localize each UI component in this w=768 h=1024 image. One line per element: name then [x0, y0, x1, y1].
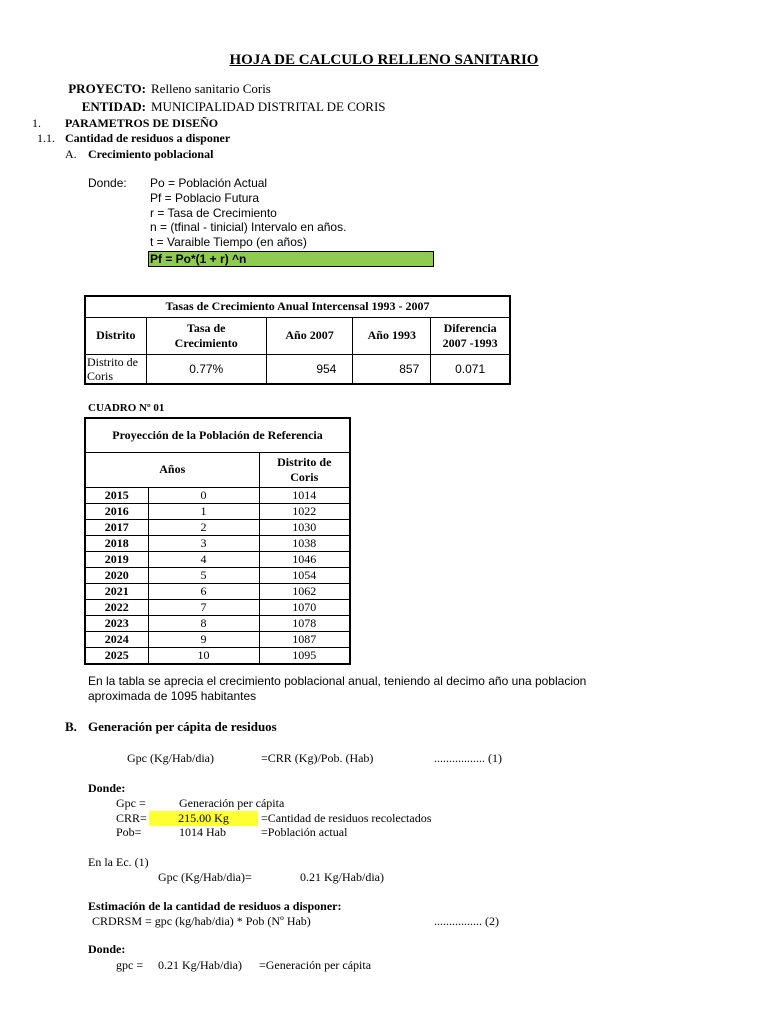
donde-b-label: Donde:	[88, 781, 126, 795]
projection-population: 1095	[259, 647, 350, 664]
projection-year: 2015	[85, 487, 148, 503]
definition-n: n = (tfinal - tinicial) Intervalo en años.	[150, 220, 347, 234]
projection-index: 5	[148, 567, 259, 583]
en-la-ec-label: En la Ec. (1)	[88, 855, 149, 869]
gpc2-label: gpc =	[116, 958, 144, 972]
definition-t: t = Varaible Tiempo (en años)	[150, 235, 307, 249]
gpc2-desc: =Generación per cápita	[259, 958, 372, 972]
projection-year: 2018	[85, 535, 148, 551]
eq1-rhs: =CRR (Kg)/Pob. (Hab)	[261, 751, 374, 765]
proyecto-label: PROYECTO:	[68, 81, 146, 96]
paragraph-line-2: aproximada de 1095 habitantes	[88, 689, 257, 703]
eq1-ref: ................. (1)	[434, 751, 502, 765]
definition-pf: Pf = Poblacio Futura	[150, 191, 260, 205]
projection-table-title: Proyección de la Población de Referencia	[85, 418, 350, 452]
projection-index: 10	[148, 647, 259, 664]
projection-population: 1014	[259, 487, 350, 503]
entidad-value: MUNICIPALIDAD DISTRITAL DE CORIS	[151, 99, 386, 114]
pob-value: 1014 Hab	[179, 825, 226, 839]
projection-index: 9	[148, 631, 259, 647]
projection-index: 3	[148, 535, 259, 551]
projection-year: 2016	[85, 503, 148, 519]
estimacion-formula: CRDRSM = gpc (kg/hab/dia) * Pob (Nº Hab)	[92, 914, 311, 928]
projection-index: 0	[148, 487, 259, 503]
header-diferencia: Diferencia 2007 -1993	[431, 317, 510, 354]
crr-desc: =Cantidad de residuos recolectados	[261, 811, 432, 825]
projection-population: 1087	[259, 631, 350, 647]
projection-population: 1070	[259, 599, 350, 615]
header-anos: Años	[85, 452, 259, 487]
projection-index: 1	[148, 503, 259, 519]
section-1-label: PARAMETROS DE DISEÑO	[65, 116, 219, 130]
projection-year: 2019	[85, 551, 148, 567]
projection-population: 1046	[259, 551, 350, 567]
projection-year: 2025	[85, 647, 148, 664]
header-distrito-coris: Distrito de Coris	[259, 452, 350, 487]
header-distrito: Distrito	[85, 317, 146, 354]
gpc-result-value: 0.21 Kg/Hab/dia)	[300, 870, 384, 884]
proyecto-value: Relleno sanitario Coris	[151, 81, 271, 96]
header-1993: Año 1993	[353, 317, 431, 354]
projection-year: 2020	[85, 567, 148, 583]
projection-population: 1038	[259, 535, 350, 551]
row-distrito: Distrito de Coris	[85, 354, 146, 384]
estimacion-title: Estimación de la cantidad de residuos a disponer:	[88, 899, 342, 913]
projection-population: 1054	[259, 567, 350, 583]
entidad-label: ENTIDAD:	[81, 99, 146, 114]
projection-index: 8	[148, 615, 259, 631]
header-tasa: Tasa de Crecimiento	[146, 317, 266, 354]
projection-population: 1078	[259, 615, 350, 631]
projection-year: 2017	[85, 519, 148, 535]
projection-year: 2023	[85, 615, 148, 631]
projection-year: 2022	[85, 599, 148, 615]
crr-value: 215.00 Kg	[149, 811, 258, 826]
projection-population: 1062	[259, 583, 350, 599]
population-projection-table	[84, 417, 351, 665]
projection-population: 1022	[259, 503, 350, 519]
projection-population: 1030	[259, 519, 350, 535]
row-tasa: 0.77%	[146, 354, 266, 384]
pob-label: Pob=	[116, 825, 142, 839]
paragraph-line-1: En la tabla se aprecia el crecimiento poblacional anual, teniendo al decimo año una poblacion	[88, 674, 587, 688]
projection-index: 2	[148, 519, 259, 535]
row-1993: 857	[353, 354, 431, 384]
definition-r: r = Tasa de Crecimiento	[150, 206, 277, 220]
growth-rate-table	[84, 295, 511, 385]
section-1-1-label: Cantidad de residuos a disponer	[65, 131, 231, 145]
projection-index: 4	[148, 551, 259, 567]
gpc-label: Gpc =	[116, 796, 146, 810]
projection-index: 6	[148, 583, 259, 599]
section-b-number: B.	[65, 719, 77, 734]
donde-label: Donde:	[88, 176, 127, 190]
definition-po: Po = Población Actual	[150, 176, 268, 190]
gpc-result-label: Gpc (Kg/Hab/dia)=	[158, 870, 252, 884]
section-a-number: A.	[65, 147, 77, 161]
pob-desc: =Población actual	[261, 825, 348, 839]
page-title: HOJA DE CALCULO RELLENO SANITARIO	[229, 52, 539, 68]
projection-year: 2024	[85, 631, 148, 647]
projection-year: 2021	[85, 583, 148, 599]
growth-rate-table-title: Tasas de Crecimiento Anual Intercensal 1993 - 2007	[85, 296, 510, 317]
gpc-value: Generación per cápita	[179, 796, 285, 810]
row-diferencia: 0.071	[431, 354, 510, 384]
growth-formula: Pf = Po*(1 + r) ^n	[148, 251, 434, 267]
cuadro-label: CUADRO Nº 01	[88, 402, 165, 414]
section-1-number: 1.	[32, 116, 41, 130]
header-2007: Año 2007	[266, 317, 353, 354]
row-2007: 954	[266, 354, 353, 384]
donde-c-label: Donde:	[88, 942, 126, 956]
projection-index: 7	[148, 599, 259, 615]
section-a-label: Crecimiento poblacional	[88, 147, 214, 161]
eq1-lhs: Gpc (Kg/Hab/dia)	[127, 751, 214, 765]
eq2-ref: ................ (2)	[434, 914, 499, 928]
crr-label: CRR=	[116, 811, 147, 825]
gpc2-value: 0.21 Kg/Hab/dia)	[158, 958, 242, 972]
section-b-label: Generación per cápita de residuos	[88, 719, 277, 734]
section-1-1-number: 1.1.	[37, 131, 55, 145]
